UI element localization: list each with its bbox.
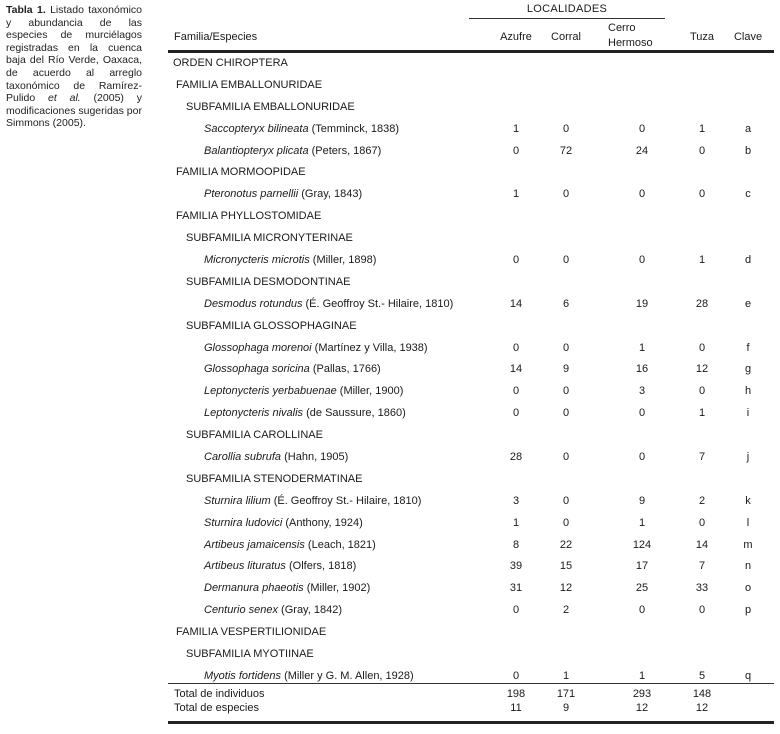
species-author: (Pallas, 1766) bbox=[309, 363, 381, 376]
cell-tuza: 1 bbox=[698, 254, 706, 267]
localidades-rule bbox=[469, 18, 665, 19]
cell-cerro-hermoso: 0 bbox=[638, 604, 646, 617]
cell-tuza: 0 bbox=[698, 341, 706, 354]
cell-corral: 6 bbox=[562, 297, 570, 310]
cell-clave: d bbox=[744, 254, 752, 267]
localidades-header: LOCALIDADES bbox=[526, 3, 608, 15]
species-author: (Miller, 1900) bbox=[336, 385, 404, 398]
species-author: (É. Geoffroy St.- Hilaire, 1810) bbox=[270, 494, 422, 507]
species-row bbox=[168, 381, 774, 403]
taxon-label: SUBFAMILIA CAROLLINAE bbox=[186, 429, 323, 442]
species-name bbox=[204, 184, 362, 206]
cell-clave: n bbox=[744, 560, 752, 573]
species-row bbox=[168, 666, 774, 688]
cell-corral: 0 bbox=[562, 254, 570, 267]
taxon-label: SUBFAMILIA MYOTIINAE bbox=[186, 648, 314, 661]
taxon-row bbox=[168, 53, 774, 75]
species-name bbox=[204, 513, 363, 535]
species-binomial: Micronycteris microtis bbox=[204, 254, 310, 267]
species-author: (Miller y G. M. Allen, 1928) bbox=[281, 669, 414, 682]
species-binomial: Leptonycteris nivalis bbox=[204, 407, 304, 420]
cell-tuza: 0 bbox=[698, 144, 706, 157]
bottom-rule bbox=[168, 721, 774, 724]
cell-cerro-hermoso: 19 bbox=[635, 297, 649, 310]
cell-clave: o bbox=[744, 582, 752, 595]
species-name bbox=[204, 491, 421, 513]
cell-azufre: 14 bbox=[509, 363, 523, 376]
species-author: (Martínez y Villa, 1938) bbox=[311, 341, 428, 354]
cell-clave: p bbox=[744, 604, 752, 617]
cell-azufre: 1 bbox=[512, 188, 520, 201]
cell-cerro-hermoso: 1 bbox=[638, 516, 646, 529]
totals-label: Total de individuos bbox=[174, 688, 265, 700]
caption-etal: et al. bbox=[48, 92, 81, 105]
totals-cell: 198 bbox=[506, 688, 526, 700]
species-row bbox=[168, 119, 774, 141]
species-binomial: Leptonycteris yerbabuenae bbox=[204, 385, 337, 398]
species-binomial: Desmodus rotundus bbox=[204, 297, 303, 310]
taxon-label: SUBFAMILIA EMBALLONURIDAE bbox=[186, 100, 355, 113]
cell-cerro-hermoso: 9 bbox=[638, 494, 646, 507]
totals-label: Total de especies bbox=[174, 702, 259, 714]
taxon-label: SUBFAMILIA STENODERMATINAE bbox=[186, 472, 363, 485]
species-name bbox=[204, 556, 356, 578]
cell-tuza: 0 bbox=[698, 516, 706, 529]
cell-cerro-hermoso: 3 bbox=[638, 385, 646, 398]
species-row bbox=[168, 184, 774, 206]
cell-corral: 0 bbox=[562, 407, 570, 420]
taxon-label: FAMILIA PHYLLOSTOMIDAE bbox=[176, 210, 322, 223]
species-row bbox=[168, 578, 774, 600]
col-header-hermoso: Hermoso bbox=[608, 37, 653, 49]
cell-azufre: 1 bbox=[512, 122, 520, 135]
totals-cell: 148 bbox=[692, 688, 712, 700]
species-row bbox=[168, 513, 774, 535]
cell-corral: 0 bbox=[562, 385, 570, 398]
species-row bbox=[168, 338, 774, 360]
cell-cerro-hermoso: 0 bbox=[638, 122, 646, 135]
col-header-corral: Corral bbox=[551, 31, 581, 43]
cell-azufre: 0 bbox=[512, 144, 520, 157]
cell-clave: a bbox=[744, 122, 752, 135]
cell-tuza: 1 bbox=[698, 407, 706, 420]
cell-corral: 15 bbox=[559, 560, 573, 573]
col-header-cerro: Cerro bbox=[608, 22, 636, 34]
species-row bbox=[168, 294, 774, 316]
species-binomial: Artibeus jamaicensis bbox=[204, 538, 305, 551]
cell-clave: b bbox=[744, 144, 752, 157]
cell-azufre: 3 bbox=[512, 494, 520, 507]
totals-row bbox=[168, 687, 774, 701]
cell-corral: 0 bbox=[562, 494, 570, 507]
species-row bbox=[168, 141, 774, 163]
species-binomial: Pteronotus parnellii bbox=[204, 188, 299, 201]
species-binomial: Myotis fortidens bbox=[204, 669, 282, 682]
cell-tuza: 14 bbox=[695, 538, 709, 551]
totals-cell: 9 bbox=[562, 702, 570, 714]
species-name bbox=[204, 359, 381, 381]
species-binomial: Glossophaga morenoi bbox=[204, 341, 312, 354]
cell-corral: 0 bbox=[562, 341, 570, 354]
cell-azufre: 0 bbox=[512, 407, 520, 420]
cell-azufre: 39 bbox=[509, 560, 523, 573]
cell-azufre: 0 bbox=[512, 385, 520, 398]
species-name bbox=[204, 119, 399, 141]
species-author: (Leach, 1821) bbox=[304, 538, 376, 551]
caption-text: Listado taxonómico y abundancia de las especies de murciélagos registradas en la cuenca baja del Río Verde, Oaxaca, de acuerdo al arreglo taxonómico de Ramírez-Pulido bbox=[6, 4, 142, 105]
cell-azufre: 0 bbox=[512, 254, 520, 267]
species-row bbox=[168, 250, 774, 272]
species-name bbox=[204, 338, 428, 360]
taxon-label: FAMILIA MORMOOPIDAE bbox=[176, 166, 306, 179]
cell-azufre: 28 bbox=[509, 451, 523, 464]
cell-corral: 72 bbox=[559, 144, 573, 157]
cell-clave: l bbox=[746, 516, 750, 529]
cell-tuza: 0 bbox=[698, 188, 706, 201]
cell-clave: q bbox=[744, 669, 752, 682]
cell-cerro-hermoso: 24 bbox=[635, 144, 649, 157]
species-binomial: Glossophaga soricina bbox=[204, 363, 310, 376]
taxon-row bbox=[168, 425, 774, 447]
species-row bbox=[168, 556, 774, 578]
table-totals bbox=[168, 687, 774, 715]
cell-cerro-hermoso: 0 bbox=[638, 254, 646, 267]
cell-corral: 0 bbox=[562, 516, 570, 529]
table-caption bbox=[6, 4, 142, 130]
species-binomial: Artibeus lituratus bbox=[204, 560, 286, 573]
caption-label: Tabla 1. bbox=[6, 4, 46, 16]
col-header-tuza: Tuza bbox=[689, 31, 715, 43]
totals-rule bbox=[168, 683, 774, 684]
cell-azufre: 0 bbox=[512, 604, 520, 617]
cell-tuza: 7 bbox=[698, 560, 706, 573]
cell-cerro-hermoso: 17 bbox=[635, 560, 649, 573]
species-author: (Gray, 1842) bbox=[278, 604, 342, 617]
cell-azufre: 1 bbox=[512, 516, 520, 529]
totals-row bbox=[168, 701, 774, 715]
species-author: (Olfers, 1818) bbox=[285, 560, 357, 573]
col-header-azufre: Azufre bbox=[500, 31, 532, 43]
species-name bbox=[204, 578, 370, 600]
cell-cerro-hermoso: 0 bbox=[638, 407, 646, 420]
cell-clave: c bbox=[745, 188, 751, 201]
cell-tuza: 0 bbox=[698, 604, 706, 617]
totals-cell: 12 bbox=[695, 702, 709, 714]
species-row bbox=[168, 491, 774, 513]
cell-tuza: 7 bbox=[698, 451, 706, 464]
table-body bbox=[168, 53, 774, 688]
cell-tuza: 12 bbox=[695, 363, 709, 376]
cell-corral: 9 bbox=[562, 363, 570, 376]
cell-azufre: 31 bbox=[509, 582, 523, 595]
species-author: (Miller, 1898) bbox=[309, 254, 377, 267]
species-binomial: Sturnira ludovici bbox=[204, 516, 283, 529]
taxon-row bbox=[168, 162, 774, 184]
species-name bbox=[204, 666, 414, 688]
taxon-label: SUBFAMILIA GLOSSOPHAGINAE bbox=[186, 319, 357, 332]
species-author: (Gray, 1843) bbox=[298, 188, 363, 201]
cell-corral: 0 bbox=[562, 188, 570, 201]
taxon-label: FAMILIA EMBALLONURIDAE bbox=[176, 78, 323, 91]
cell-cerro-hermoso: 1 bbox=[638, 669, 646, 682]
cell-clave: e bbox=[744, 297, 752, 310]
taxon-label: SUBFAMILIA DESMODONTINAE bbox=[186, 275, 351, 288]
cell-tuza: 1 bbox=[698, 122, 706, 135]
species-binomial: Dermanura phaeotis bbox=[204, 582, 304, 595]
species-binomial: Centurio senex bbox=[204, 604, 278, 617]
cell-corral: 2 bbox=[562, 604, 570, 617]
species-row bbox=[168, 447, 774, 469]
species-name bbox=[204, 535, 376, 557]
species-author: (É. Geoffroy St.- Hilaire, 1810) bbox=[302, 297, 454, 310]
species-author: (Hahn, 1905) bbox=[281, 451, 349, 464]
species-row bbox=[168, 359, 774, 381]
taxon-row bbox=[168, 206, 774, 228]
cell-corral: 0 bbox=[562, 122, 570, 135]
col-header-familia: Familia/Especies bbox=[174, 31, 258, 43]
cell-tuza: 5 bbox=[698, 669, 706, 682]
taxon-label: SUBFAMILIA MICRONYTERINAE bbox=[186, 232, 353, 245]
totals-cell: 293 bbox=[632, 688, 652, 700]
taxonomic-table bbox=[168, 0, 774, 734]
species-name bbox=[204, 600, 342, 622]
species-name bbox=[204, 447, 348, 469]
taxon-row bbox=[168, 228, 774, 250]
species-author: (Miller, 1902) bbox=[303, 582, 371, 595]
col-header-clave: Clave bbox=[733, 31, 763, 43]
species-name bbox=[204, 381, 403, 403]
species-binomial: Carollia subrufa bbox=[204, 451, 282, 464]
cell-tuza: 0 bbox=[698, 385, 706, 398]
species-name bbox=[204, 294, 453, 316]
species-author: (Peters, 1867) bbox=[308, 144, 382, 157]
taxon-row bbox=[168, 97, 774, 119]
cell-cerro-hermoso: 0 bbox=[638, 451, 646, 464]
cell-cerro-hermoso: 124 bbox=[632, 538, 652, 551]
species-binomial: Balantiopteryx plicata bbox=[204, 144, 309, 157]
species-row bbox=[168, 600, 774, 622]
species-binomial: Saccopteryx bilineata bbox=[204, 122, 309, 135]
taxon-label: FAMILIA VESPERTILIONIDAE bbox=[176, 626, 327, 639]
cell-tuza: 2 bbox=[698, 494, 706, 507]
taxon-row bbox=[168, 469, 774, 491]
cell-cerro-hermoso: 0 bbox=[638, 188, 646, 201]
cell-clave: m bbox=[743, 538, 753, 551]
cell-clave: h bbox=[744, 385, 752, 398]
cell-clave: k bbox=[745, 494, 751, 507]
taxon-label: ORDEN CHIROPTERA bbox=[173, 57, 288, 69]
totals-cell: 171 bbox=[556, 688, 576, 700]
cell-clave: j bbox=[746, 451, 750, 464]
totals-cell: 11 bbox=[510, 702, 522, 714]
cell-azufre: 8 bbox=[512, 538, 520, 551]
species-name bbox=[204, 403, 406, 425]
cell-cerro-hermoso: 16 bbox=[635, 363, 649, 376]
taxon-row bbox=[168, 644, 774, 666]
species-author: (Anthony, 1924) bbox=[282, 516, 363, 529]
cell-clave: i bbox=[746, 407, 750, 420]
totals-cell: 12 bbox=[635, 702, 649, 714]
taxon-row bbox=[168, 272, 774, 294]
cell-azufre: 0 bbox=[512, 341, 520, 354]
cell-cerro-hermoso: 25 bbox=[635, 582, 649, 595]
cell-corral: 12 bbox=[559, 582, 573, 595]
species-binomial: Sturnira lilium bbox=[204, 494, 271, 507]
cell-corral: 1 bbox=[562, 669, 570, 682]
cell-azufre: 0 bbox=[512, 669, 520, 682]
species-row bbox=[168, 535, 774, 557]
cell-corral: 22 bbox=[559, 538, 573, 551]
species-name bbox=[204, 141, 381, 163]
cell-tuza: 28 bbox=[695, 297, 709, 310]
taxon-row bbox=[168, 75, 774, 97]
species-author: (de Saussure, 1860) bbox=[303, 407, 406, 420]
species-row bbox=[168, 403, 774, 425]
taxon-row bbox=[168, 622, 774, 644]
cell-corral: 0 bbox=[562, 451, 570, 464]
cell-tuza: 33 bbox=[695, 582, 709, 595]
caption-text-end: (2005) y modificaciones sugeridas por Simmons (2005). bbox=[6, 92, 142, 130]
cell-clave: g bbox=[744, 363, 752, 376]
cell-clave: f bbox=[746, 341, 750, 354]
species-name bbox=[204, 250, 376, 272]
cell-azufre: 14 bbox=[509, 297, 523, 310]
cell-cerro-hermoso: 1 bbox=[638, 341, 646, 354]
species-author: (Temminck, 1838) bbox=[308, 122, 400, 135]
taxon-row bbox=[168, 316, 774, 338]
